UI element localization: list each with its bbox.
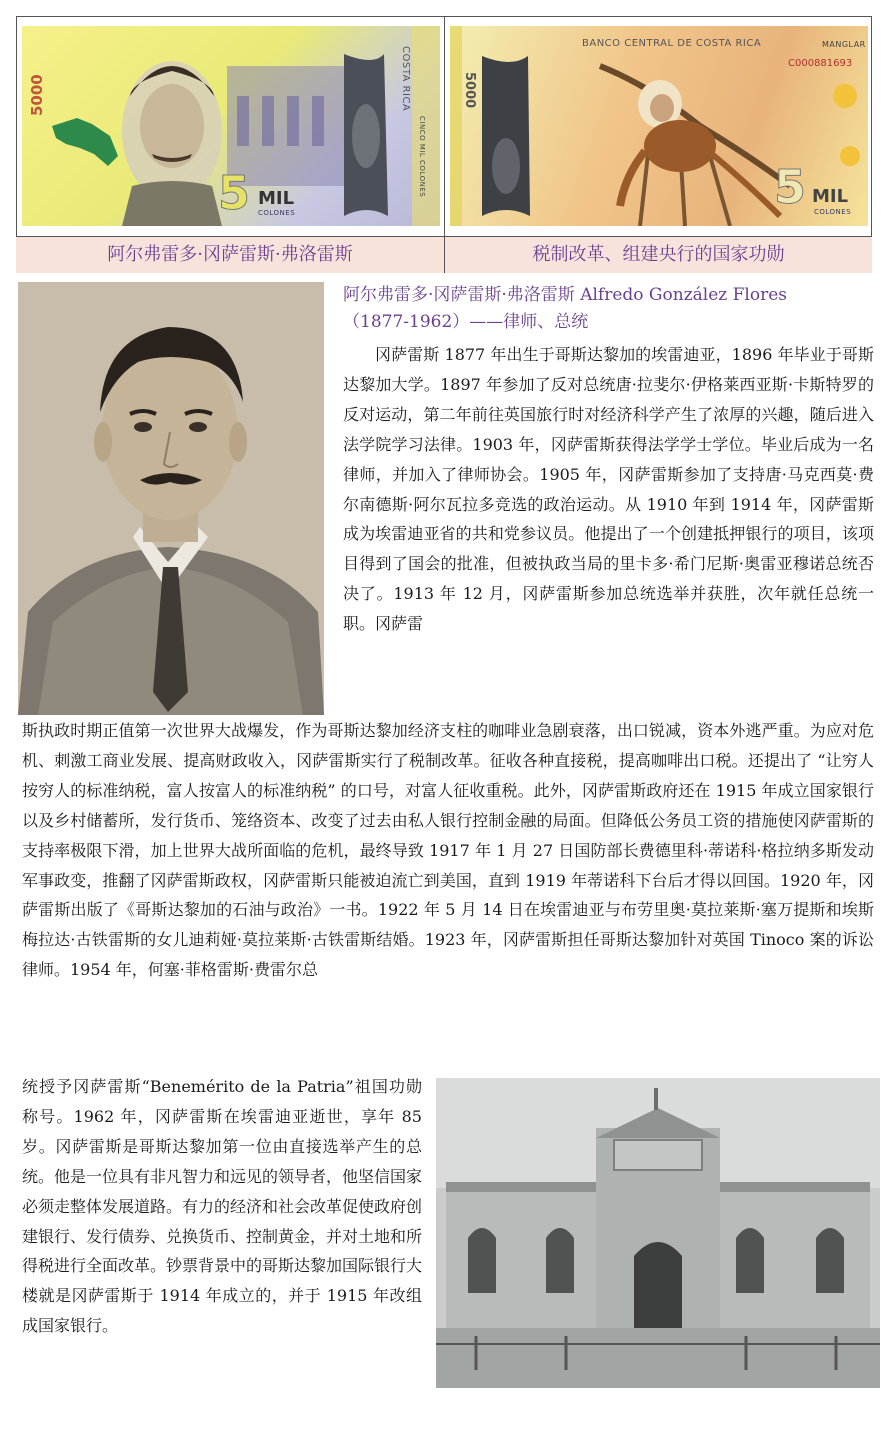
banknote-front-image [22, 26, 440, 226]
paragraph-2: 斯执政时期正值第一次世界大战爆发，作为哥斯达黎加经济支柱的咖啡业急剧衰落，出口锐减，资本外逃严重。为应对危机、刺激工商业发展、提高财政收入，冈萨雷斯实行了税制改革。征收各种直接税，提高咖啡出口税。还提出了 “让穷人按穷人的标准纳税，富人按富人的标准纳税” 的口号，对富人征收重税。此外，冈萨雷斯政府还在 1915 年成立国家银行以及乡村储蓄所，发行货币、笼络资本、改变了过去由私人银行控制金融的局面。但降低公务员工资的措施使冈萨雷斯的支持率极限下滑，加上世界大战所面临的危机，最终导致 1917 年 1 月 27 日国防部长费德里科·蒂诺科·格拉纳多斯发动军事政变，推翻了冈萨雷斯政权，冈萨雷斯只能被迫流亡到美国，直到 1919 年蒂诺科下台后才得以回国。1920 年，冈萨雷斯出版了《哥斯达黎加的石油与政治》一书。1922 年 5 月 14 日在埃雷迪亚与布劳里奥·莫拉莱斯·塞万提斯和埃斯梅拉达·古铁雷斯的女儿迪莉娅·莫拉莱斯·古铁雷斯结婚。1923 年，冈萨雷斯担任哥斯达黎加针对英国 Tinoco 案的诉讼律师。1954 年，何塞·菲格雷斯·费雷尔总 [22, 721, 874, 980]
back-colones: COLONES [814, 208, 852, 216]
front-colones: COLONES [258, 209, 296, 217]
caption-right: 税制改革、组建央行的国家功勋 [444, 237, 872, 273]
banknote-back-image [450, 26, 868, 226]
portrait-artwork [18, 282, 324, 715]
back-serial: C000881693 [788, 58, 853, 69]
front-country-vertical: COSTA RICA [400, 46, 411, 112]
back-bank-name: BANCO CENTRAL DE COSTA RICA [582, 38, 762, 49]
back-manglar-label: MANGLAR [822, 40, 866, 49]
building-artwork [436, 1078, 880, 1388]
paragraph-3: 统授予冈萨雷斯“Benemérito de la Patria”祖国功勋 称号。1962 年，冈萨雷斯在埃雷迪亚逝世，享年 85 岁。冈萨雷斯是哥斯达黎加第一位由直接选举产生的总统。他是一位具有非凡智力和远见的领导者，他坚信国家必须走整体发展道路。有力的经济和社会改革促使政府创建银行、发行债券、兑换货币、控制黄金，并对土地和所得税进行全面改革。钞票背景中的哥斯达黎加国际银行大楼就是冈萨雷斯于 1914 年成立的，并于 1915 年改组成国家银行。 [22, 1077, 423, 1336]
front-big-5: 5 [218, 166, 251, 220]
bank-building-photo [436, 1078, 880, 1388]
front-mil: MIL [258, 188, 295, 209]
panel-divider [444, 16, 445, 273]
caption-row [16, 236, 872, 273]
portrait-photo [18, 282, 324, 715]
back-corner-denomination: 5000 [462, 72, 477, 109]
title-line-2: （1877-1962）——律师、总统 [343, 312, 589, 332]
caption-left: 阿尔弗雷多·冈萨雷斯·弗洛雷斯 [107, 244, 353, 265]
back-big-5: 5 [774, 160, 807, 214]
front-corner-denomination: 5000 [28, 74, 46, 116]
front-words-vertical: CINCO MIL COLONES [418, 116, 426, 198]
back-mil: MIL [812, 186, 849, 207]
article-title [343, 282, 879, 336]
paragraph-1: 冈萨雷斯 1877 年出生于哥斯达黎加的埃雷迪亚，1896 年毕业于哥斯达黎加大学。1897 年参加了反对总统唐·拉斐尔·伊格莱西亚斯·卡斯特罗的反对运动，第二年前往英国旅行时对经济科学产生了浓厚的兴趣，随后进入法学院学习法律。1903 年，冈萨雷斯获得法学学士学位。毕业后成为一名律师，并加入了律师协会。1905 年，冈萨雷斯参加了支持唐·马克西莫·费尔南德斯·阿尔瓦拉多竞选的政治运动。从 1910 年到 1914 年，冈萨雷斯成为埃雷迪亚省的共和党参议员。他提出了一个创建抵押银行的项目，该项目得到了国会的批准，但被执政当局的里卡多·希门尼斯·奥雷亚穆诺总统否决了。1913 年 12 月，冈萨雷斯参加总统选举并获胜，次年就任总统一职。冈萨雷 [343, 345, 874, 634]
title-line-1: 阿尔弗雷多·冈萨雷斯·弗洛雷斯 Alfredo González Flores [343, 285, 788, 305]
